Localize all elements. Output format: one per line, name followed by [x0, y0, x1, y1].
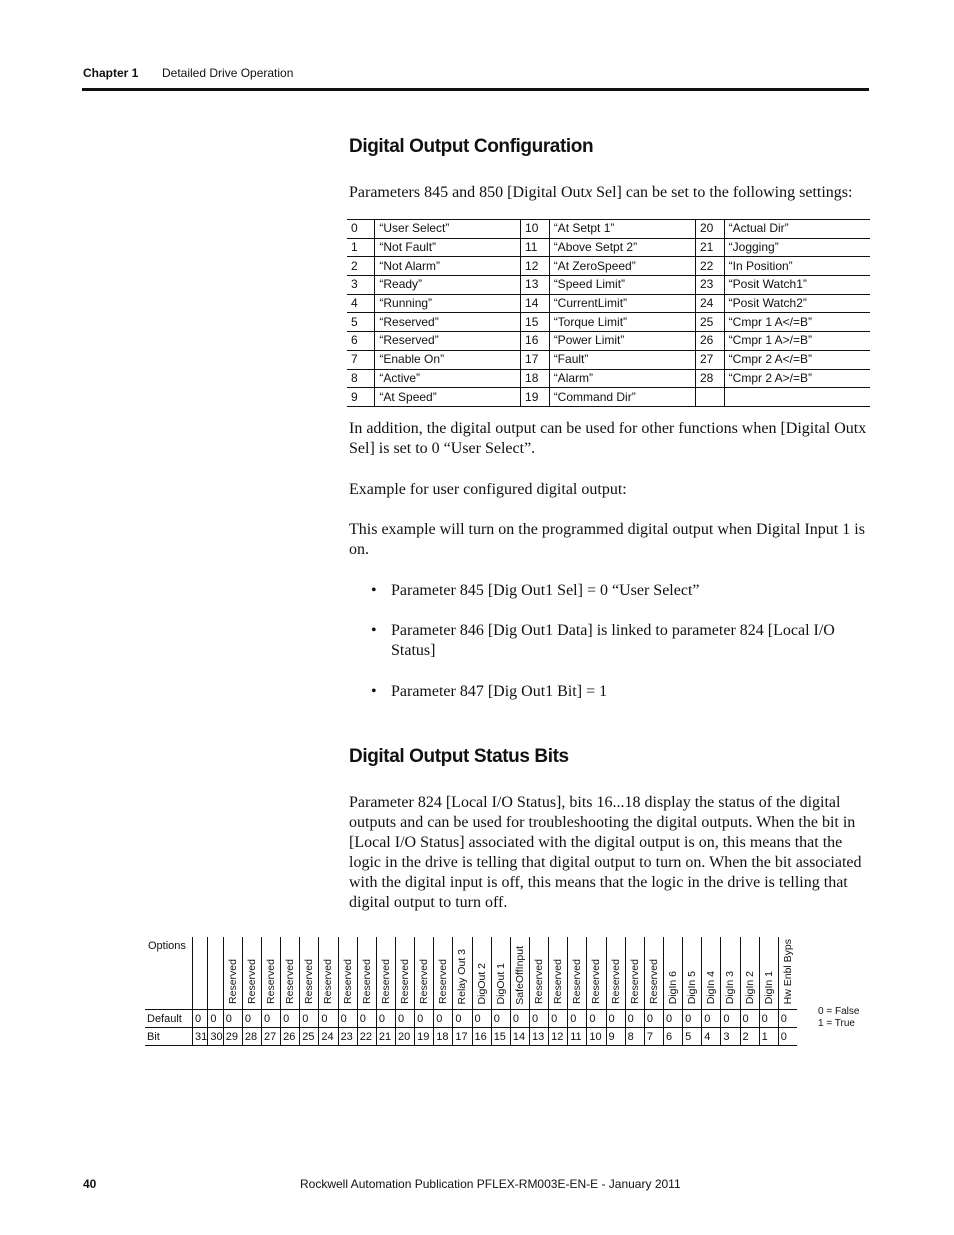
bit-number-cell: 30 [208, 1028, 223, 1046]
setting-value-cell: 23 [695, 276, 724, 295]
setting-value-cell: 28 [695, 369, 724, 388]
status-paragraph: Parameter 824 [Local I/O Status], bits 16...18 display the status of the digital outputs and can be used for troubleshooting the digital outputs. When the bit in [Local I/O Status] associated with the digital output is on, this means that the logic in the drive is telling that digital output to turn on. When the bit associated with the digital input is off, this means that the logic in the drive is telling that digital output to turn off. [349, 794, 862, 911]
option-label: Reserved [303, 959, 316, 1005]
bit-number-cell: 13 [529, 1028, 548, 1046]
option-label: DigIn 3 [724, 971, 737, 1005]
status-bits-table [145, 937, 797, 1046]
option-cell [338, 937, 357, 1010]
setting-value-cell: 19 [521, 388, 550, 407]
bit-number-cell: 29 [223, 1028, 242, 1046]
setting-value-cell: 14 [521, 294, 550, 313]
option-cell [759, 937, 778, 1010]
option-label: Reserved [552, 959, 565, 1005]
setting-name-cell: “Cmpr 1 A>/=B” [724, 332, 870, 351]
chapter-title: Detailed Drive Operation [162, 66, 294, 80]
option-cell [453, 937, 472, 1010]
setting-name-cell: “At ZeroSpeed” [549, 257, 695, 276]
setting-value-cell: 6 [347, 332, 375, 351]
option-cell [415, 937, 434, 1010]
setting-name-cell: “Command Dir” [549, 388, 695, 407]
option-cell [357, 937, 376, 1010]
default-cell: 0 [415, 1010, 434, 1028]
option-cell [193, 937, 208, 1010]
option-label: DigOut 2 [475, 962, 488, 1005]
default-cell: 0 [300, 1010, 319, 1028]
settings-table [347, 219, 870, 407]
bit-number-cell: 8 [625, 1028, 644, 1046]
setting-name-cell: “Running” [375, 294, 521, 313]
running-header [83, 66, 294, 81]
bit-number-cell: 4 [702, 1028, 721, 1046]
option-cell [491, 937, 510, 1010]
option-label: DigIn 1 [762, 971, 775, 1005]
setting-value-cell: 25 [695, 313, 724, 332]
setting-value-cell: 13 [521, 276, 550, 295]
setting-value-cell: 20 [695, 220, 724, 239]
bit-number-cell: 31 [193, 1028, 208, 1046]
option-label: Reserved [226, 959, 239, 1005]
setting-name-cell: “Above Setpt 2” [549, 238, 695, 257]
option-cell [740, 937, 759, 1010]
bit-number-cell: 10 [587, 1028, 606, 1046]
option-label: Relay Out 3 [456, 948, 469, 1005]
option-label: DigIn 5 [686, 971, 699, 1005]
default-cell: 0 [529, 1010, 548, 1028]
option-cell [300, 937, 319, 1010]
default-cell: 0 [663, 1010, 682, 1028]
setting-value-cell: 26 [695, 332, 724, 351]
bit-number-cell: 5 [683, 1028, 702, 1046]
bit-number-cell: 17 [453, 1028, 472, 1046]
default-cell: 0 [740, 1010, 759, 1028]
setting-name-cell: “Enable On” [375, 350, 521, 369]
default-cell: 0 [606, 1010, 625, 1028]
option-label: Reserved [437, 959, 450, 1005]
bit-number-cell: 11 [568, 1028, 587, 1046]
option-label: DigIn 4 [705, 971, 718, 1005]
bullet-text: Parameter 846 [Dig Out1 Data] is linked to parameter 824 [Local I/O Status] [391, 622, 835, 659]
option-cell [510, 937, 529, 1010]
option-label: Reserved [360, 959, 373, 1005]
option-cell [242, 937, 261, 1010]
default-cell: 0 [242, 1010, 261, 1028]
option-cell [223, 937, 242, 1010]
setting-value-cell: 12 [521, 257, 550, 276]
bit-label: Bit [145, 1028, 193, 1046]
bit-number-cell: 3 [721, 1028, 740, 1046]
setting-value-cell: 18 [521, 369, 550, 388]
bit-number-cell: 26 [281, 1028, 300, 1046]
setting-name-cell: “Reserved” [375, 313, 521, 332]
option-label: DigOut 1 [494, 962, 507, 1005]
option-label: Reserved [265, 959, 277, 1005]
option-label: Hw Enbl Byps [781, 939, 794, 1005]
option-cell [376, 937, 395, 1010]
setting-value-cell: 16 [521, 332, 550, 351]
bit-number-cell: 2 [740, 1028, 759, 1046]
option-label: Reserved [341, 959, 354, 1005]
option-cell [281, 937, 300, 1010]
bit-number-cell: 18 [434, 1028, 453, 1046]
bit-number-cell: 16 [472, 1028, 491, 1046]
bit-number-cell: 15 [491, 1028, 510, 1046]
setting-name-cell: “Fault” [549, 350, 695, 369]
intro-text-start: Parameters 845 and 850 [Digital Out [349, 184, 585, 201]
default-cell: 0 [549, 1010, 568, 1028]
option-cell [319, 937, 338, 1010]
setting-value-cell: 17 [521, 350, 550, 369]
bullet-dot: • [371, 582, 377, 599]
setting-name-cell: “At Setpt 1” [549, 220, 695, 239]
bit-number-cell: 28 [242, 1028, 261, 1046]
bit-number-cell: 27 [262, 1028, 281, 1046]
option-cell [568, 937, 587, 1010]
setting-value-cell: 9 [347, 388, 375, 407]
option-label: SafeOffInput [513, 945, 526, 1005]
settings-row [347, 257, 870, 276]
settings-row [347, 350, 870, 369]
default-cell: 0 [376, 1010, 395, 1028]
bit-number-cell: 1 [759, 1028, 778, 1046]
default-cell: 0 [223, 1010, 242, 1028]
bit-number-cell: 0 [778, 1028, 797, 1046]
option-label: Reserved [322, 959, 335, 1005]
section-heading-status-bits: Digital Output Status Bits [349, 746, 569, 767]
setting-name-cell: “Cmpr 2 A>/=B” [724, 369, 870, 388]
default-row [145, 1010, 797, 1028]
default-cell: 0 [510, 1010, 529, 1028]
option-label: Reserved [284, 959, 297, 1005]
setting-value-cell: 10 [521, 220, 550, 239]
default-cell: 0 [702, 1010, 721, 1028]
default-cell: 0 [281, 1010, 300, 1028]
settings-row [347, 313, 870, 332]
setting-name-cell: “Torque Limit” [549, 313, 695, 332]
setting-value-cell: 22 [695, 257, 724, 276]
default-cell: 0 [262, 1010, 281, 1028]
bullet-text: Parameter 845 [Dig Out1 Sel] = 0 “User Select” [391, 582, 700, 599]
setting-name-cell: “User Select” [375, 220, 521, 239]
setting-name-cell: “Cmpr 2 A</=B” [724, 350, 870, 369]
setting-name-cell: “Power Limit” [549, 332, 695, 351]
setting-name-cell: “Speed Limit” [549, 276, 695, 295]
option-label: Reserved [398, 959, 411, 1005]
default-cell: 0 [208, 1010, 223, 1028]
bit-number-cell: 23 [338, 1028, 357, 1046]
setting-name-cell [724, 388, 870, 407]
default-cell: 0 [778, 1010, 797, 1028]
bit-number-cell: 25 [300, 1028, 319, 1046]
setting-name-cell: “Actual Dir” [724, 220, 870, 239]
chapter-label: Chapter 1 [83, 66, 139, 80]
option-cell [721, 937, 740, 1010]
setting-value-cell: 27 [695, 350, 724, 369]
settings-row [347, 220, 870, 239]
default-cell: 0 [683, 1010, 702, 1028]
legend-true: 1 = True [818, 1018, 855, 1029]
settings-row [347, 238, 870, 257]
default-cell: 0 [338, 1010, 357, 1028]
setting-value-cell: 24 [695, 294, 724, 313]
setting-value-cell: 5 [347, 313, 375, 332]
setting-value-cell [695, 388, 724, 407]
settings-row [347, 276, 870, 295]
default-cell: 0 [721, 1010, 740, 1028]
settings-row [347, 388, 870, 407]
setting-name-cell: “Posit Watch2” [724, 294, 870, 313]
intro-text-italic: x [584, 184, 593, 201]
default-cell: 0 [319, 1010, 338, 1028]
options-row [145, 937, 797, 1010]
option-cell [644, 937, 663, 1010]
setting-name-cell: “CurrentLimit” [549, 294, 695, 313]
bullet-dot: • [371, 622, 377, 639]
option-label: Reserved [571, 959, 584, 1005]
settings-row [347, 294, 870, 313]
section-heading-configuration: Digital Output Configuration [349, 136, 594, 157]
option-cell [262, 937, 281, 1010]
bit-number-cell: 7 [644, 1028, 663, 1046]
bits-legend [818, 1006, 859, 1030]
default-cell: 0 [395, 1010, 414, 1028]
default-cell: 0 [587, 1010, 606, 1028]
bit-number-cell: 24 [319, 1028, 338, 1046]
setting-value-cell: 8 [347, 369, 375, 388]
bullet-text: Parameter 847 [Dig Out1 Bit] = 1 [391, 683, 608, 700]
option-label: Reserved [628, 959, 641, 1005]
setting-value-cell: 7 [347, 350, 375, 369]
bit-number-cell: 12 [549, 1028, 568, 1046]
setting-value-cell: 1 [347, 238, 375, 257]
setting-value-cell: 11 [521, 238, 550, 257]
legend-false: 0 = False [818, 1006, 860, 1017]
option-label: Reserved [418, 959, 431, 1005]
default-cell: 0 [357, 1010, 376, 1028]
setting-value-cell: 0 [347, 220, 375, 239]
option-label: DigIn 6 [666, 971, 679, 1005]
setting-value-cell: 21 [695, 238, 724, 257]
option-cell [529, 937, 548, 1010]
setting-name-cell: “In Position” [724, 257, 870, 276]
default-cell: 0 [491, 1010, 510, 1028]
option-label: DigIn 2 [743, 971, 756, 1005]
option-label: Reserved [590, 959, 603, 1005]
setting-name-cell: “Alarm” [549, 369, 695, 388]
intro-paragraph [349, 183, 869, 203]
option-cell [549, 937, 568, 1010]
page-number: 40 [83, 1177, 97, 1191]
setting-name-cell: “Ready” [375, 276, 521, 295]
setting-name-cell: “Jogging” [724, 238, 870, 257]
option-label: Reserved [609, 959, 622, 1005]
option-label: Reserved [379, 959, 392, 1005]
bit-number-cell: 9 [606, 1028, 625, 1046]
default-cell: 0 [472, 1010, 491, 1028]
setting-name-cell: “At Speed” [375, 388, 521, 407]
setting-name-cell: “Cmpr 1 A</=B” [724, 313, 870, 332]
bit-number-cell: 14 [510, 1028, 529, 1046]
bullet-dot: • [371, 683, 377, 700]
default-cell: 0 [568, 1010, 587, 1028]
bit-number-cell: 19 [415, 1028, 434, 1046]
setting-value-cell: 4 [347, 294, 375, 313]
option-cell [395, 937, 414, 1010]
default-cell: 0 [625, 1010, 644, 1028]
options-label: Options [145, 937, 193, 1010]
setting-name-cell: “Not Fault” [375, 238, 521, 257]
setting-value-cell: 15 [521, 313, 550, 332]
option-cell [625, 937, 644, 1010]
bit-row [145, 1028, 797, 1046]
bit-number-cell: 21 [376, 1028, 395, 1046]
bit-number-cell: 22 [357, 1028, 376, 1046]
option-cell [778, 937, 797, 1010]
setting-name-cell: “Not Alarm” [375, 257, 521, 276]
option-cell [587, 937, 606, 1010]
default-label: Default [145, 1010, 193, 1028]
setting-value-cell: 3 [347, 276, 375, 295]
option-cell [702, 937, 721, 1010]
default-cell: 0 [193, 1010, 208, 1028]
settings-row [347, 332, 870, 351]
intro-text-end: Sel] can be set to the following settings: [592, 184, 853, 201]
example-paragraph: Example for user configured digital output: [349, 481, 627, 498]
option-cell [606, 937, 625, 1010]
header-rule [82, 88, 869, 91]
setting-name-cell: “Posit Watch1” [724, 276, 870, 295]
setting-value-cell: 2 [347, 257, 375, 276]
option-cell [663, 937, 682, 1010]
option-cell [683, 937, 702, 1010]
option-cell [434, 937, 453, 1010]
addition-paragraph: In addition, the digital output can be used for other functions when [Digital Outx Sel] is set to 0 “User Select”. [349, 420, 867, 457]
settings-row [347, 369, 870, 388]
description-paragraph: This example will turn on the programmed digital output when Digital Input 1 is on. [349, 521, 865, 558]
bit-number-cell: 6 [663, 1028, 682, 1046]
bit-number-cell: 20 [395, 1028, 414, 1046]
option-label: Reserved [532, 959, 545, 1005]
default-cell: 0 [759, 1010, 778, 1028]
option-label: Reserved [647, 959, 660, 1005]
setting-name-cell: “Reserved” [375, 332, 521, 351]
default-cell: 0 [644, 1010, 663, 1028]
option-label: Reserved [245, 959, 258, 1005]
option-cell [472, 937, 491, 1010]
default-cell: 0 [453, 1010, 472, 1028]
option-cell [208, 937, 223, 1010]
setting-name-cell: “Active” [375, 369, 521, 388]
publication-footer: Rockwell Automation Publication PFLEX-RM003E-EN-E - January 2011 [300, 1177, 681, 1191]
default-cell: 0 [434, 1010, 453, 1028]
